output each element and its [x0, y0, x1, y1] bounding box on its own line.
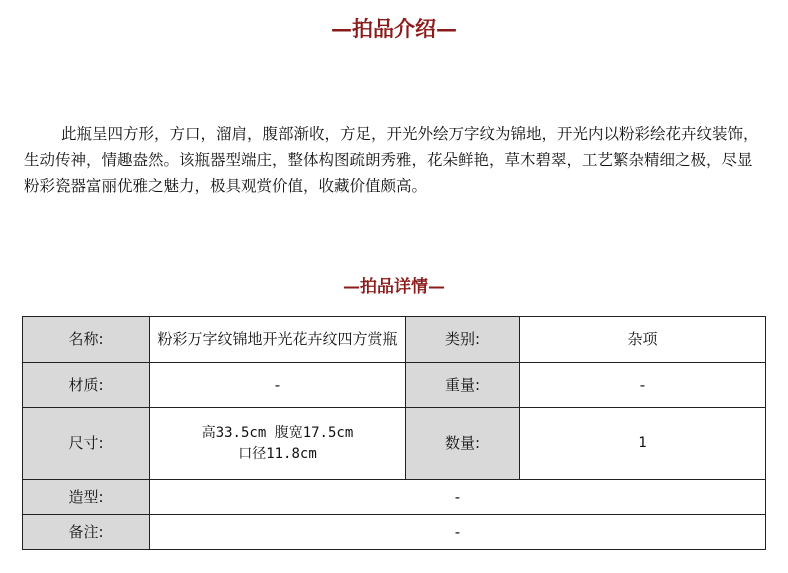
quantity-value: 1 [520, 408, 766, 480]
shape-label: 造型: [23, 480, 150, 515]
table-row [23, 317, 766, 363]
size-value-line2: 口径11.8cm [238, 445, 317, 462]
weight-label: 重量: [406, 363, 520, 408]
size-label: 尺寸: [23, 408, 150, 480]
quantity-label: 数量: [406, 408, 520, 480]
material-label: 材质: [23, 363, 150, 408]
table-row [23, 515, 766, 550]
details-section-title: —拍品详情— [343, 277, 445, 297]
material-value: - [150, 363, 406, 408]
size-value-line1: 高33.5cm 腹宽17.5cm [201, 424, 354, 441]
category-value: 杂项 [520, 317, 766, 363]
table-row [23, 363, 766, 408]
size-value [150, 408, 406, 480]
name-label: 名称: [23, 317, 150, 363]
notes-value: - [150, 515, 766, 550]
details-table [22, 316, 766, 550]
shape-value: - [150, 480, 766, 515]
intro-paragraph: 此瓶呈四方形，方口，溜肩，腹部渐收，方足，开光外绘万字纹为锦地，开光内以粉彩绘花卉纹装饰，生动传神，情趣盎然。该瓶器型端庄，整体构图疏朗秀雅，花朵鲜艳，草木碧翠，工艺繁杂精细之极，尽显粉彩瓷器富丽优雅之魅力，极具观赏价值，收藏价值颇高。 [24, 125, 759, 195]
notes-label: 备注: [23, 515, 150, 550]
name-value: 粉彩万字纹锦地开光花卉纹四方赏瓶 [150, 317, 406, 363]
weight-value: - [520, 363, 766, 408]
category-label: 类别: [406, 317, 520, 363]
table-row [23, 408, 766, 480]
table-row [23, 480, 766, 515]
intro-section-title: —拍品介绍— [331, 16, 457, 41]
